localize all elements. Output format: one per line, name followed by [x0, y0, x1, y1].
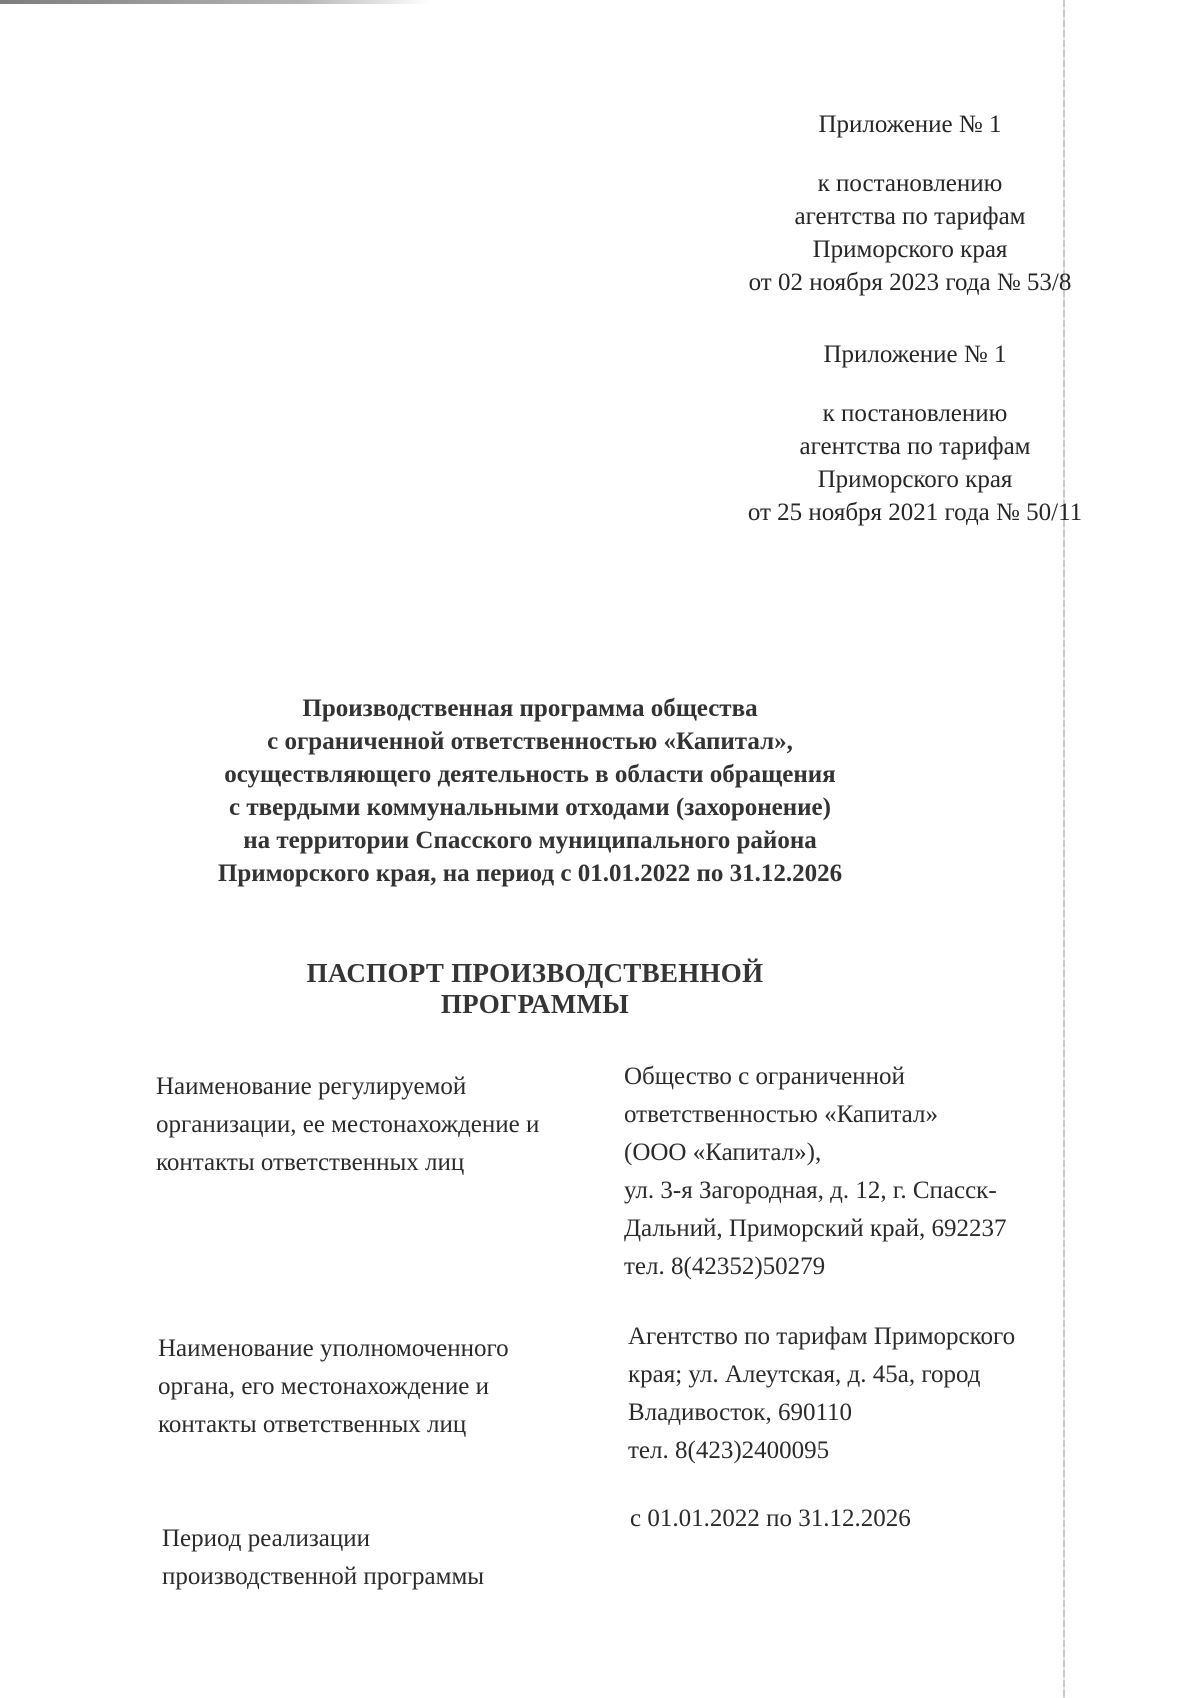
passport-row-value-period: с 01.01.2022 по 31.12.2026	[630, 1505, 911, 1532]
appendix-header-original	[720, 338, 1110, 529]
appendix-line: от 02 ноября 2023 года № 53/8	[748, 269, 1072, 296]
program-title-line: с твердыми коммунальными отходами (захоронение)	[229, 794, 831, 821]
appendix-header-current	[720, 108, 1100, 299]
program-title-line: Приморского края, на период с 01.01.2022 по 31.12.2026	[217, 860, 843, 887]
appendix-title: Приложение № 1	[818, 111, 1002, 138]
program-title-line: с ограниченной ответственностью «Капитал»,	[267, 728, 793, 755]
program-title-line: Производственная программа общества	[302, 695, 758, 722]
appendix-line: Приморского края	[817, 466, 1013, 493]
appendix-line: к постановлению	[817, 170, 1003, 197]
appendix-line: агентства по тарифам	[799, 433, 1031, 460]
appendix-line: агентства по тарифам	[794, 203, 1026, 230]
passport-row-value-authority: Агентство по тарифам Приморского края; ул. Алеутская, д. 45а, город Владивосток, 690110 тел. 8(423)2400095	[628, 1323, 1016, 1464]
program-title-line: на территории Спасского муниципального района	[243, 827, 817, 854]
appendix-line: к постановлению	[822, 400, 1008, 427]
appendix-title: Приложение № 1	[823, 341, 1007, 368]
appendix-line: Приморского края	[812, 236, 1008, 263]
passport-row-label-authority: Наименование уполномоченного органа, его местонахождение и контакты ответственных лиц	[158, 1335, 509, 1438]
scan-edge	[0, 0, 430, 4]
passport-row-label-organization: Наименование регулируемой организации, ее местонахождение и контакты ответственных лиц	[156, 1073, 540, 1176]
program-title	[200, 692, 860, 890]
passport-row-value-organization: Общество с ограниченной ответственностью «Капитал» (ООО «Капитал»), ул. 3-я Загородная, д. 12, г. Спасск- Дальний, Приморский край, 692237 тел. 8(42352)50279	[624, 1063, 1007, 1280]
appendix-line: от 25 ноября 2021 года № 50/11	[747, 499, 1083, 526]
program-title-line: осуществляющего деятельность в области обращения	[224, 761, 836, 788]
passport-row-label-period: Период реализации производственной программы	[162, 1525, 485, 1590]
passport-heading: ПАСПОРТ ПРОИЗВОДСТВЕННОЙ ПРОГРАММЫ	[306, 958, 764, 1019]
